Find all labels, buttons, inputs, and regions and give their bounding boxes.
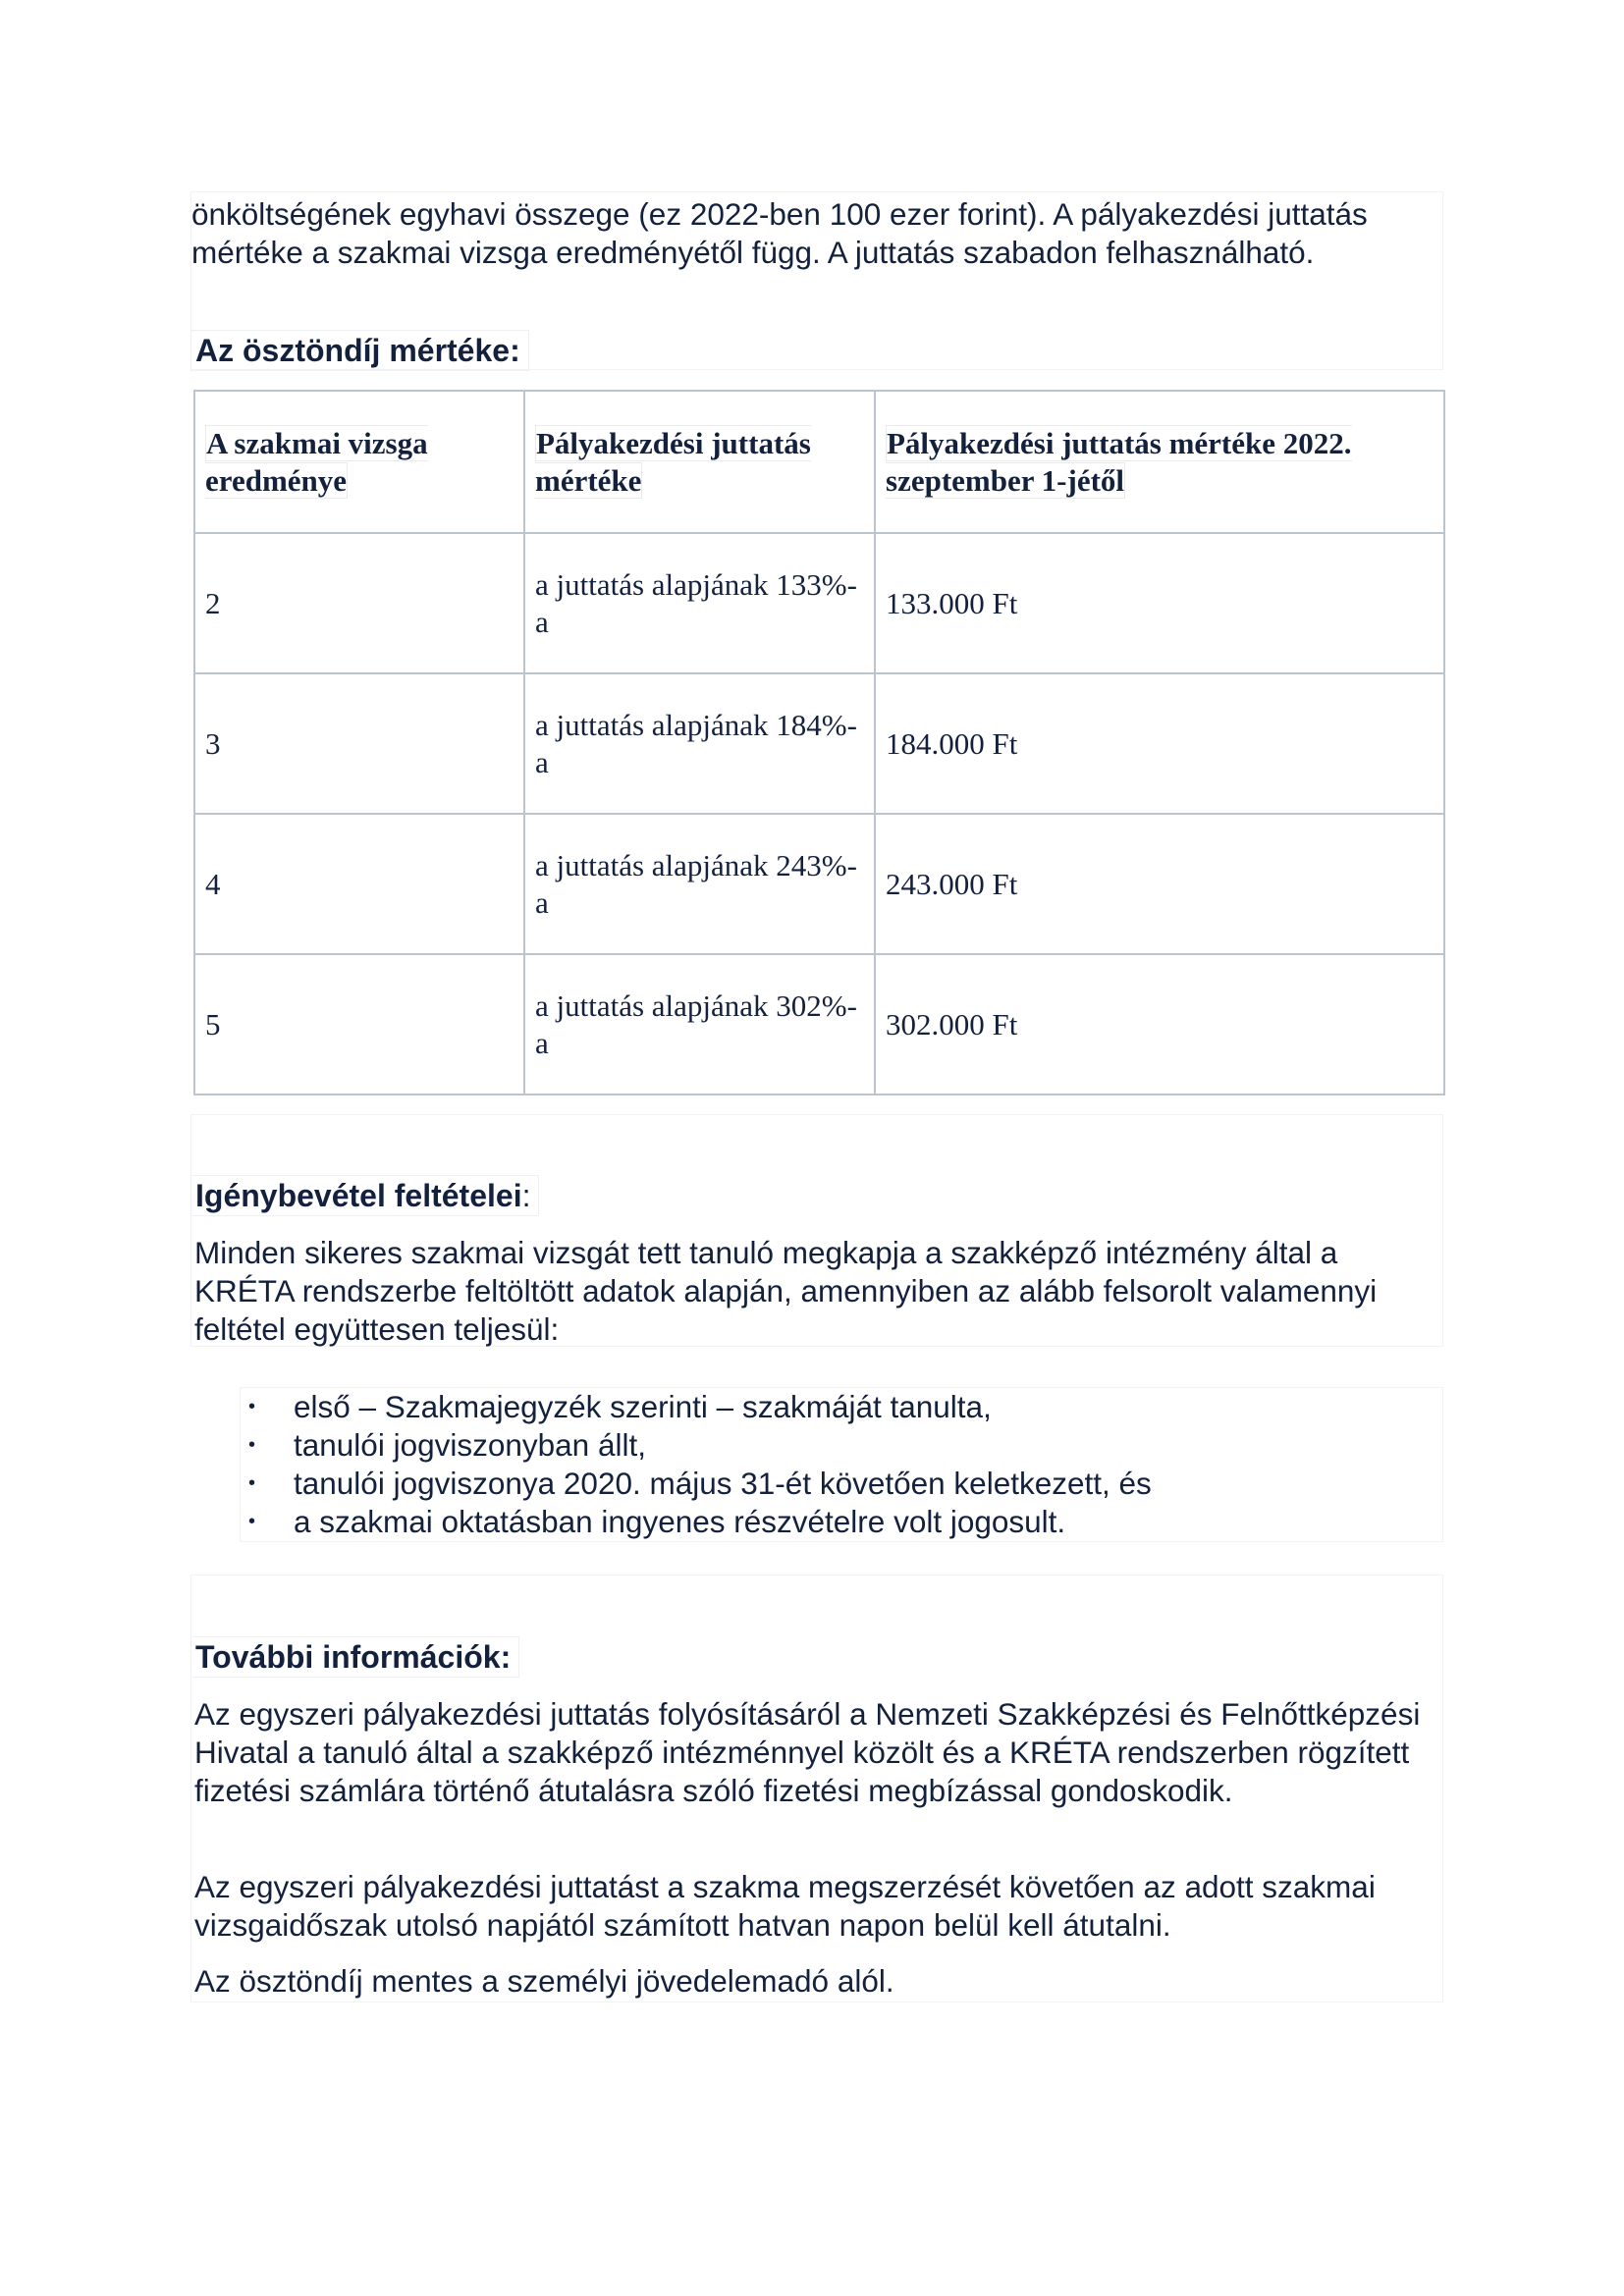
more-info-paragraph: Az egyszeri pályakezdési juttatást a szakma megszerzését követően az adott szakmai vizsgaidőszak utolsó napjától számított hatvan napon belül kell átutalni. xyxy=(194,1869,1376,1943)
amount-cell: 243.000 Ft xyxy=(875,814,1444,954)
intro-paragraph: önköltségének egyhavi összege (ez 2022-ben 100 ezer forint). A pályakezdési juttatás mértéke a szakmai vizsga eredményétől függ. A juttatás szabadon felhasználható. xyxy=(191,196,1368,270)
amount-cell: 184.000 Ft xyxy=(875,673,1444,814)
bullet-icon: • xyxy=(248,1472,256,1494)
conditions-paragraph: Minden sikeres szakmai vizsgát tett tanuló megkapja a szakképző intézmény által a KRÉTA rendszerbe feltöltött adatok alapján, amennyiben az alább felsorolt valamennyi feltétel együttesen teljesül: xyxy=(194,1235,1378,1347)
table-row xyxy=(194,533,1444,673)
more-info-paragraph: Az ösztöndíj mentes a személyi jövedelemadó alól. xyxy=(194,1963,894,1999)
conditions-heading xyxy=(190,1175,539,1216)
header-benefit-amount: Pályakezdési juttatás mértéke 2022. szeptember 1-jétől xyxy=(875,391,1444,533)
scholarship-heading: Az ösztöndíj mértéke: xyxy=(190,330,529,371)
rate-cell: a juttatás alapjának 184%-a xyxy=(524,673,875,814)
header-exam-result: A szakmai vizsga eredménye xyxy=(194,391,524,533)
rate-cell: a juttatás alapjának 302%-a xyxy=(524,954,875,1095)
list-item: • tanulói jogviszonya 2020. május 31-ét követően keletkezett, és xyxy=(248,1466,1152,1501)
amount-cell: 133.000 Ft xyxy=(875,533,1444,673)
list-item: • első – Szakmajegyzék szerinti – szakmáját tanulta, xyxy=(248,1389,992,1424)
table-row xyxy=(194,814,1444,954)
bullet-icon: • xyxy=(248,1511,256,1532)
conditions-heading-colon: : xyxy=(521,1178,531,1213)
conditions-list xyxy=(240,1387,1443,1542)
more-info-paragraph: Az egyszeri pályakezdési juttatás folyósításáról a Nemzeti Szakképzési és Felnőttképzési Hivatal a tanuló által a szakképző intézménnyel közölt és a KRÉTA rendszerben rögzített fizetési számlára történő átutalásra szóló fizetési megbízással gondoskodik. xyxy=(194,1696,1421,1808)
grade-cell: 2 xyxy=(194,533,524,673)
grade-cell: 3 xyxy=(194,673,524,814)
amount-cell: 302.000 Ft xyxy=(875,954,1444,1095)
conditions-heading-text: Igénybevétel feltételei xyxy=(195,1178,522,1213)
table-header-row xyxy=(194,391,1444,533)
rate-cell: a juttatás alapjának 133%-a xyxy=(524,533,875,673)
grade-cell: 5 xyxy=(194,954,524,1095)
header-benefit-rate: Pályakezdési juttatás mértéke xyxy=(524,391,875,533)
rates-table xyxy=(193,390,1445,1095)
table-row xyxy=(194,954,1444,1095)
rate-cell: a juttatás alapjának 243%-a xyxy=(524,814,875,954)
bullet-icon: • xyxy=(248,1434,256,1456)
grade-cell: 4 xyxy=(194,814,524,954)
bullet-icon: • xyxy=(248,1396,256,1417)
list-item: • tanulói jogviszonyban állt, xyxy=(248,1427,646,1463)
list-item: • a szakmai oktatásban ingyenes részvételre volt jogosult. xyxy=(248,1504,1066,1539)
table-row xyxy=(194,673,1444,814)
more-info-heading: További információk: xyxy=(190,1636,519,1678)
